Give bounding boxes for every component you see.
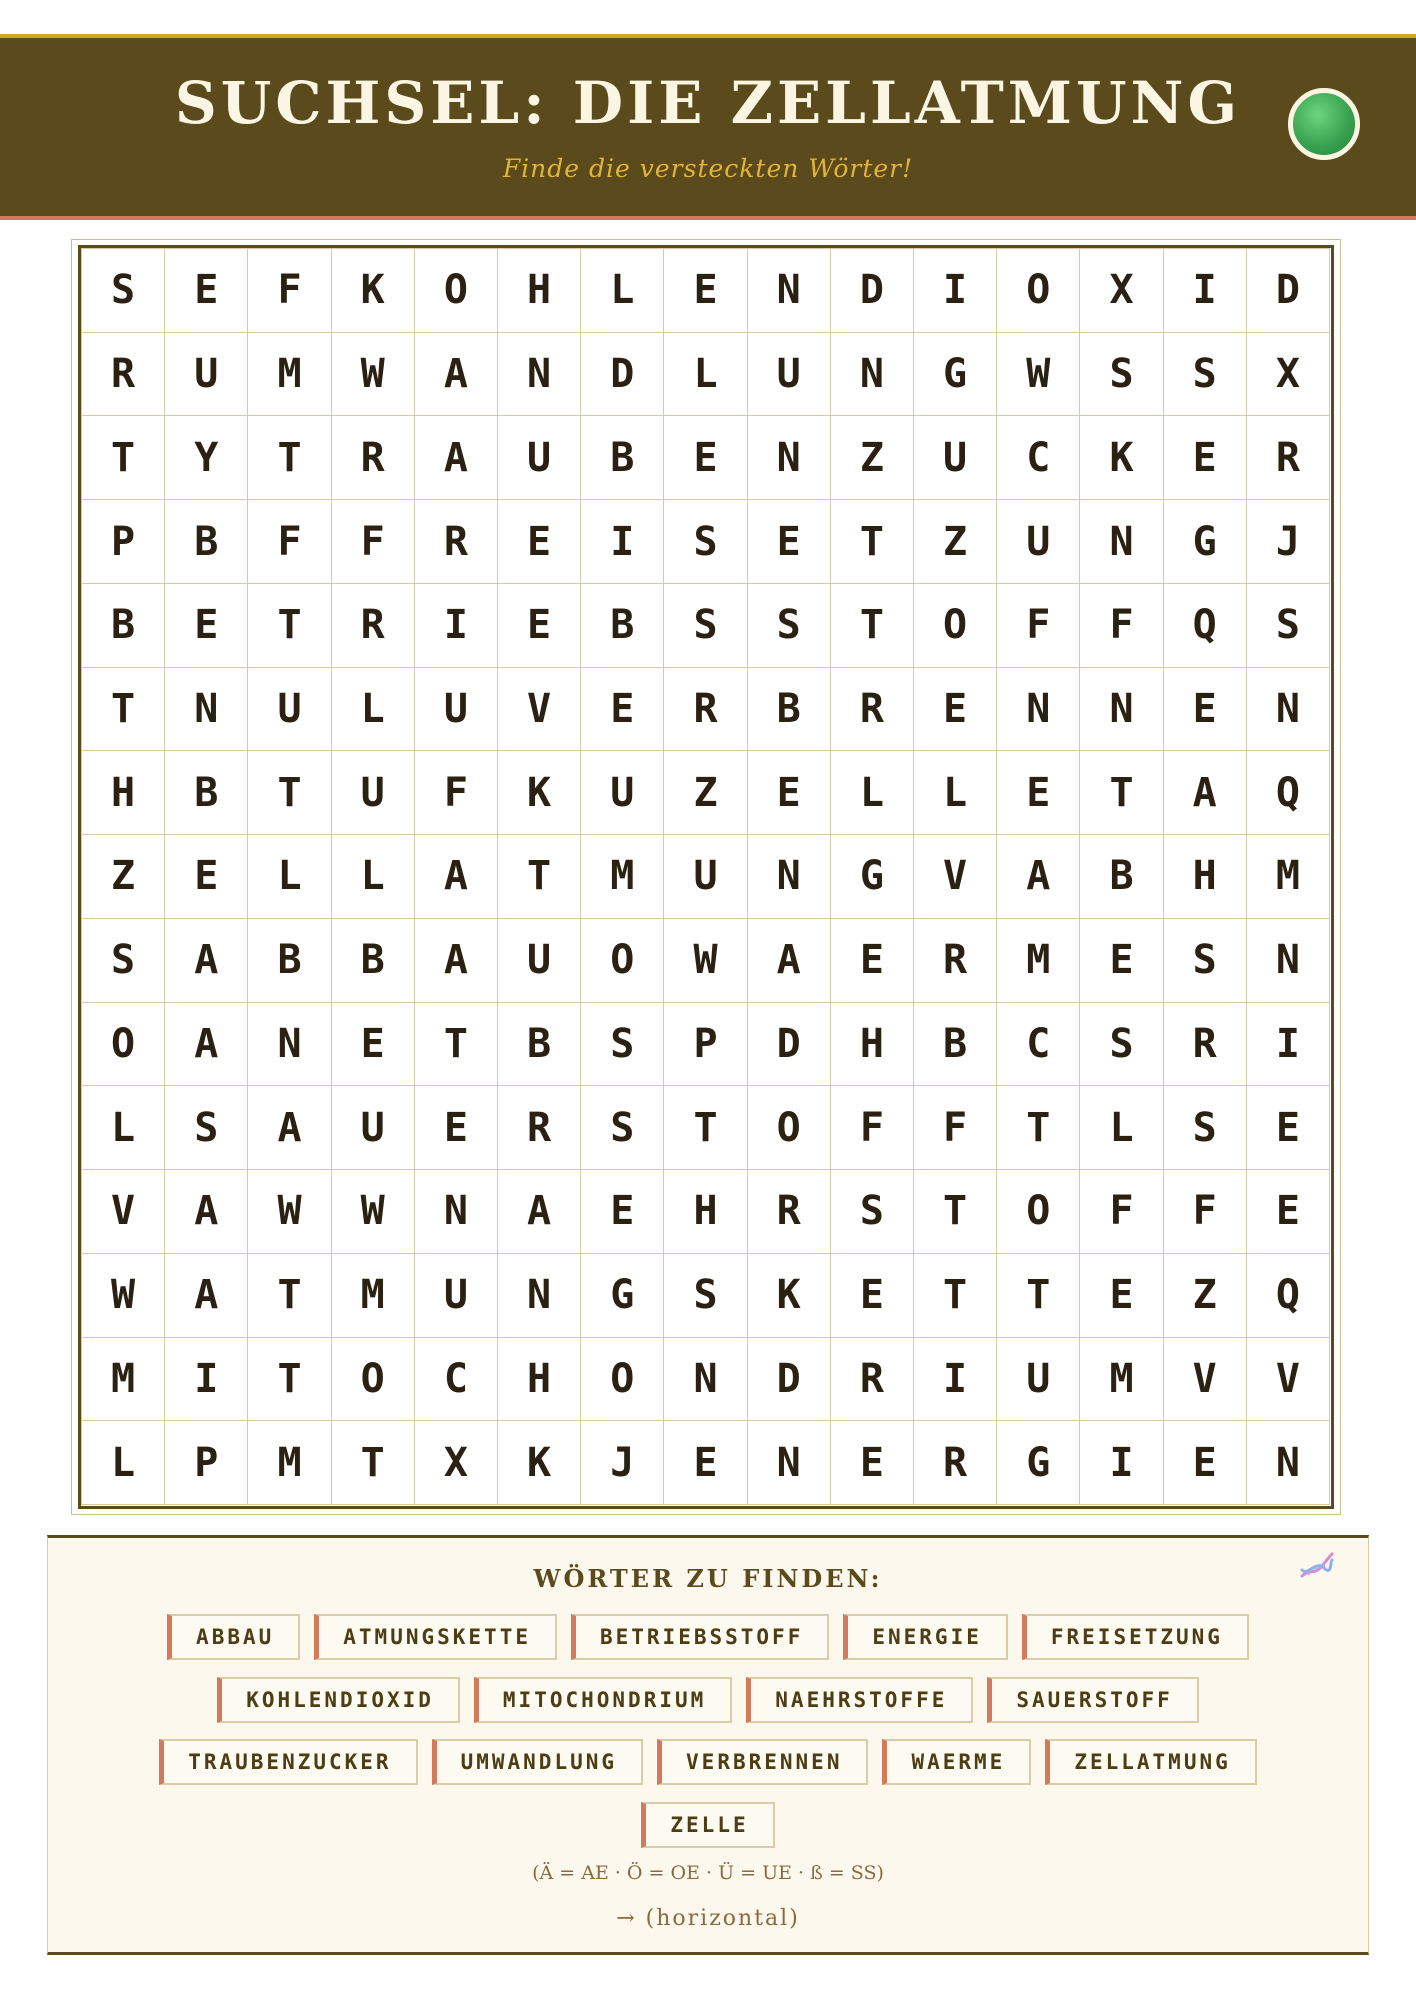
grid-cell: U: [414, 667, 498, 752]
grid-cell: T: [913, 1169, 997, 1254]
grid-cell: E: [830, 918, 914, 1003]
word-chip: WAERME: [882, 1739, 1031, 1785]
grid-cell: T: [1079, 750, 1163, 835]
grid-cell: V: [497, 667, 581, 752]
header-banner: [0, 34, 1416, 220]
grid-cell: R: [913, 1420, 997, 1505]
grid-cell: J: [1246, 499, 1330, 584]
grid-cell: W: [996, 332, 1080, 417]
grid-cell: O: [996, 248, 1080, 333]
grid-cell: U: [497, 918, 581, 1003]
grid-cell: H: [1163, 834, 1247, 919]
word-chip: BETRIEBSSTOFF: [571, 1614, 829, 1660]
grid-cell: K: [497, 750, 581, 835]
grid-cell: O: [580, 918, 664, 1003]
grid-cell: U: [580, 750, 664, 835]
grid-cell: F: [414, 750, 498, 835]
word-chip: ATMUNGSKETTE: [314, 1614, 557, 1660]
grid-cell: E: [747, 750, 831, 835]
grid-cell: G: [580, 1253, 664, 1338]
grid-cell: E: [1079, 1253, 1163, 1338]
grid-cell: T: [81, 667, 165, 752]
grid-cell: S: [663, 499, 747, 584]
grid-cell: D: [747, 1002, 831, 1087]
grid-cell: T: [996, 1253, 1080, 1338]
grid-cell: F: [913, 1085, 997, 1170]
word-chip: MITOCHONDRIUM: [474, 1677, 732, 1723]
grid-cell: Z: [913, 499, 997, 584]
word-chip: NAEHRSTOFFE: [746, 1677, 973, 1723]
grid-cell: A: [247, 1085, 331, 1170]
grid-cell: T: [247, 750, 331, 835]
grid-cell: V: [1246, 1337, 1330, 1422]
grid-cell: U: [331, 750, 415, 835]
grid-cell: S: [81, 918, 165, 1003]
grid-cell: O: [913, 583, 997, 668]
grid-cell: K: [1079, 415, 1163, 500]
grid-cell: M: [996, 918, 1080, 1003]
grid-cell: N: [663, 1337, 747, 1422]
grid-cell: E: [830, 1253, 914, 1338]
grid-cell: B: [1079, 834, 1163, 919]
grid-cell: T: [830, 583, 914, 668]
grid-cell: H: [663, 1169, 747, 1254]
grid-cell: E: [164, 583, 248, 668]
grid-cell: U: [996, 1337, 1080, 1422]
grid-cell: E: [580, 667, 664, 752]
word-chip: TRAUBENZUCKER: [159, 1739, 417, 1785]
grid-cell: H: [497, 248, 581, 333]
grid-cell: K: [747, 1253, 831, 1338]
grid-cell: E: [913, 667, 997, 752]
grid-cell: N: [747, 415, 831, 500]
grid-cell: N: [497, 1253, 581, 1338]
page-title: SUCHSEL: DIE ZELLATMUNG: [174, 69, 1242, 137]
grid-cell: S: [747, 583, 831, 668]
grid-cell: B: [331, 918, 415, 1003]
grid-cell: N: [830, 332, 914, 417]
grid-cell: R: [830, 667, 914, 752]
grid-cell: I: [1079, 1420, 1163, 1505]
grid-cell: G: [913, 332, 997, 417]
grid-cell: S: [81, 248, 165, 333]
grid-cell: L: [913, 750, 997, 835]
umlaut-note: (Ä = AE · Ö = OE · Ü = UE · ß = SS): [532, 1862, 884, 1884]
grid-cell: T: [331, 1420, 415, 1505]
grid-cell: R: [81, 332, 165, 417]
grid-cell: A: [164, 1253, 248, 1338]
grid-cell: I: [164, 1337, 248, 1422]
green-circle-icon: [1288, 88, 1360, 160]
grid-cell: H: [830, 1002, 914, 1087]
grid-cell: R: [1246, 415, 1330, 500]
grid-cell: E: [331, 1002, 415, 1087]
grid-cell: E: [1163, 667, 1247, 752]
grid-cell: L: [663, 332, 747, 417]
grid-cell: S: [1163, 918, 1247, 1003]
grid-cell: R: [663, 667, 747, 752]
grid-cell: H: [81, 750, 165, 835]
dna-icon: [1296, 1546, 1336, 1586]
grid-cell: A: [747, 918, 831, 1003]
grid-cell: E: [1163, 415, 1247, 500]
grid-cell: E: [497, 583, 581, 668]
direction-note: → (horizontal): [616, 1906, 800, 1931]
grid-cell: F: [1079, 583, 1163, 668]
grid-cell: E: [497, 499, 581, 584]
grid-cell: P: [81, 499, 165, 584]
grid-cell: H: [497, 1337, 581, 1422]
grid-cell: P: [164, 1420, 248, 1505]
grid-cell: I: [913, 1337, 997, 1422]
grid-cell: C: [996, 1002, 1080, 1087]
word-list-panel: [47, 1535, 1369, 1955]
word-chip: VERBRENNEN: [657, 1739, 868, 1785]
grid-cell: E: [747, 499, 831, 584]
grid-cell: T: [830, 499, 914, 584]
grid-cell: M: [331, 1253, 415, 1338]
grid-cell: A: [414, 332, 498, 417]
grid-cell: F: [1079, 1169, 1163, 1254]
grid-cell: B: [497, 1002, 581, 1087]
grid-cell: T: [247, 583, 331, 668]
grid-cell: U: [913, 415, 997, 500]
grid-cell: E: [580, 1169, 664, 1254]
grid-cell: U: [663, 834, 747, 919]
grid-cell: L: [830, 750, 914, 835]
grid-cell: K: [331, 248, 415, 333]
grid-cell: T: [247, 1253, 331, 1338]
grid-cell: U: [497, 415, 581, 500]
word-row: [48, 1802, 1368, 1848]
grid-cell: C: [996, 415, 1080, 500]
grid-cell: D: [747, 1337, 831, 1422]
word-chip: KOHLENDIOXID: [217, 1677, 460, 1723]
grid-cell: A: [164, 1002, 248, 1087]
grid-cell: L: [81, 1420, 165, 1505]
grid-cell: R: [497, 1085, 581, 1170]
grid-cell: X: [1079, 248, 1163, 333]
grid-cell: I: [414, 583, 498, 668]
grid-cell: T: [414, 1002, 498, 1087]
grid-cell: V: [1163, 1337, 1247, 1422]
grid-cell: T: [663, 1085, 747, 1170]
grid-cell: U: [331, 1085, 415, 1170]
grid-cell: R: [331, 415, 415, 500]
grid-cell: G: [1163, 499, 1247, 584]
word-chip: UMWANDLUNG: [432, 1739, 643, 1785]
grid-cell: U: [996, 499, 1080, 584]
grid-cell: Q: [1246, 750, 1330, 835]
grid-cell: S: [830, 1169, 914, 1254]
grid-cell: T: [996, 1085, 1080, 1170]
grid-cell: D: [1246, 248, 1330, 333]
grid-cell: A: [414, 918, 498, 1003]
grid-cell: G: [830, 834, 914, 919]
grid-cell: S: [1079, 332, 1163, 417]
grid-cell: U: [414, 1253, 498, 1338]
grid-cell: U: [747, 332, 831, 417]
grid-cell: A: [996, 834, 1080, 919]
grid-cell: S: [1246, 583, 1330, 668]
grid-cell: M: [1079, 1337, 1163, 1422]
grid-cell: C: [414, 1337, 498, 1422]
grid-cell: Z: [1163, 1253, 1247, 1338]
grid-cell: L: [1079, 1085, 1163, 1170]
word-row: [48, 1677, 1368, 1723]
grid-cell: G: [996, 1420, 1080, 1505]
grid-cell: S: [1163, 332, 1247, 417]
grid-cell: R: [913, 918, 997, 1003]
grid-cell: V: [913, 834, 997, 919]
grid-cell: B: [580, 415, 664, 500]
grid-cell: N: [497, 332, 581, 417]
grid-cell: B: [913, 1002, 997, 1087]
grid-cell: F: [247, 248, 331, 333]
grid-cell: E: [830, 1420, 914, 1505]
grid-cell: U: [247, 667, 331, 752]
word-chip: FREISETZUNG: [1022, 1614, 1249, 1660]
grid-cell: X: [1246, 332, 1330, 417]
grid-cell: N: [996, 667, 1080, 752]
grid-cell: Q: [1163, 583, 1247, 668]
grid-cell: E: [663, 415, 747, 500]
grid-cell: J: [580, 1420, 664, 1505]
grid-cell: A: [414, 415, 498, 500]
grid-cell: F: [247, 499, 331, 584]
grid-cell: I: [580, 499, 664, 584]
grid-cell: X: [414, 1420, 498, 1505]
grid-cell: R: [331, 583, 415, 668]
grid-cell: S: [164, 1085, 248, 1170]
word-chip: ENERGIE: [843, 1614, 1008, 1660]
grid-cell: B: [247, 918, 331, 1003]
word-row: [48, 1739, 1368, 1785]
grid-cell: O: [996, 1169, 1080, 1254]
grid-cell: N: [247, 1002, 331, 1087]
grid-cell: S: [580, 1085, 664, 1170]
grid-cell: N: [1246, 918, 1330, 1003]
grid-cell: W: [81, 1253, 165, 1338]
grid-cell: R: [747, 1169, 831, 1254]
grid-cell: E: [414, 1085, 498, 1170]
grid-cell: B: [164, 750, 248, 835]
grid-cell: R: [830, 1337, 914, 1422]
grid-cell: O: [747, 1085, 831, 1170]
grid-cell: F: [996, 583, 1080, 668]
letter-grid: [82, 249, 1330, 1505]
grid-cell: D: [580, 332, 664, 417]
grid-cell: N: [1246, 1420, 1330, 1505]
grid-cell: K: [497, 1420, 581, 1505]
grid-cell: I: [1246, 1002, 1330, 1087]
grid-cell: E: [164, 248, 248, 333]
word-list-heading: WÖRTER ZU FINDEN:: [533, 1564, 883, 1593]
grid-cell: S: [663, 1253, 747, 1338]
grid-cell: M: [247, 1420, 331, 1505]
grid-cell: S: [663, 583, 747, 668]
grid-cell: S: [1079, 1002, 1163, 1087]
word-row: [48, 1614, 1368, 1660]
grid-cell: L: [580, 248, 664, 333]
grid-cell: T: [247, 415, 331, 500]
grid-cell: N: [747, 1420, 831, 1505]
grid-cell: O: [580, 1337, 664, 1422]
grid-cell: W: [663, 918, 747, 1003]
grid-cell: O: [414, 248, 498, 333]
grid-cell: L: [331, 667, 415, 752]
grid-cell: E: [663, 1420, 747, 1505]
grid-cell: R: [414, 499, 498, 584]
grid-cell: E: [663, 248, 747, 333]
grid-cell: F: [1163, 1169, 1247, 1254]
grid-cell: M: [247, 332, 331, 417]
word-chip: ZELLATMUNG: [1045, 1739, 1256, 1785]
grid-cell: N: [747, 834, 831, 919]
grid-cell: Y: [164, 415, 248, 500]
grid-cell: D: [830, 248, 914, 333]
grid-cell: V: [81, 1169, 165, 1254]
grid-cell: A: [164, 918, 248, 1003]
grid-cell: Q: [1246, 1253, 1330, 1338]
grid-cell: L: [81, 1085, 165, 1170]
grid-cell: E: [1246, 1169, 1330, 1254]
grid-cell: O: [331, 1337, 415, 1422]
grid-cell: N: [164, 667, 248, 752]
grid-cell: S: [580, 1002, 664, 1087]
grid-cell: B: [164, 499, 248, 584]
word-chip: ABBAU: [167, 1614, 300, 1660]
grid-cell: R: [1163, 1002, 1247, 1087]
grid-cell: B: [81, 583, 165, 668]
grid-cell: W: [247, 1169, 331, 1254]
grid-cell: L: [247, 834, 331, 919]
grid-cell: T: [913, 1253, 997, 1338]
grid-cell: E: [996, 750, 1080, 835]
grid-cell: N: [1246, 667, 1330, 752]
grid-cell: I: [1163, 248, 1247, 333]
grid-cell: F: [830, 1085, 914, 1170]
grid-cell: F: [331, 499, 415, 584]
grid-cell: M: [1246, 834, 1330, 919]
grid-cell: N: [414, 1169, 498, 1254]
grid-cell: M: [580, 834, 664, 919]
grid-cell: Z: [81, 834, 165, 919]
grid-cell: O: [81, 1002, 165, 1087]
word-chip: ZELLE: [641, 1802, 774, 1848]
grid-cell: B: [580, 583, 664, 668]
grid-cell: Z: [663, 750, 747, 835]
grid-cell: A: [164, 1169, 248, 1254]
grid-cell: E: [164, 834, 248, 919]
grid-cell: L: [331, 834, 415, 919]
grid-cell: M: [81, 1337, 165, 1422]
grid-cell: T: [497, 834, 581, 919]
grid-cell: A: [497, 1169, 581, 1254]
grid-cell: E: [1246, 1085, 1330, 1170]
grid-cell: N: [1079, 667, 1163, 752]
grid-cell: S: [1163, 1085, 1247, 1170]
grid-cell: T: [81, 415, 165, 500]
grid-cell: N: [1079, 499, 1163, 584]
grid-cell: W: [331, 332, 415, 417]
grid-cell: I: [913, 248, 997, 333]
grid-cell: E: [1163, 1420, 1247, 1505]
grid-cell: W: [331, 1169, 415, 1254]
page-subtitle: Finde die versteckten Wörter!: [502, 154, 914, 183]
grid-cell: P: [663, 1002, 747, 1087]
grid-cell: N: [747, 248, 831, 333]
grid-cell: A: [1163, 750, 1247, 835]
grid-cell: E: [1079, 918, 1163, 1003]
grid-cell: U: [164, 332, 248, 417]
word-chip: SAUERSTOFF: [987, 1677, 1198, 1723]
grid-cell: Z: [830, 415, 914, 500]
grid-cell: A: [414, 834, 498, 919]
grid-cell: B: [747, 667, 831, 752]
grid-cell: T: [247, 1337, 331, 1422]
